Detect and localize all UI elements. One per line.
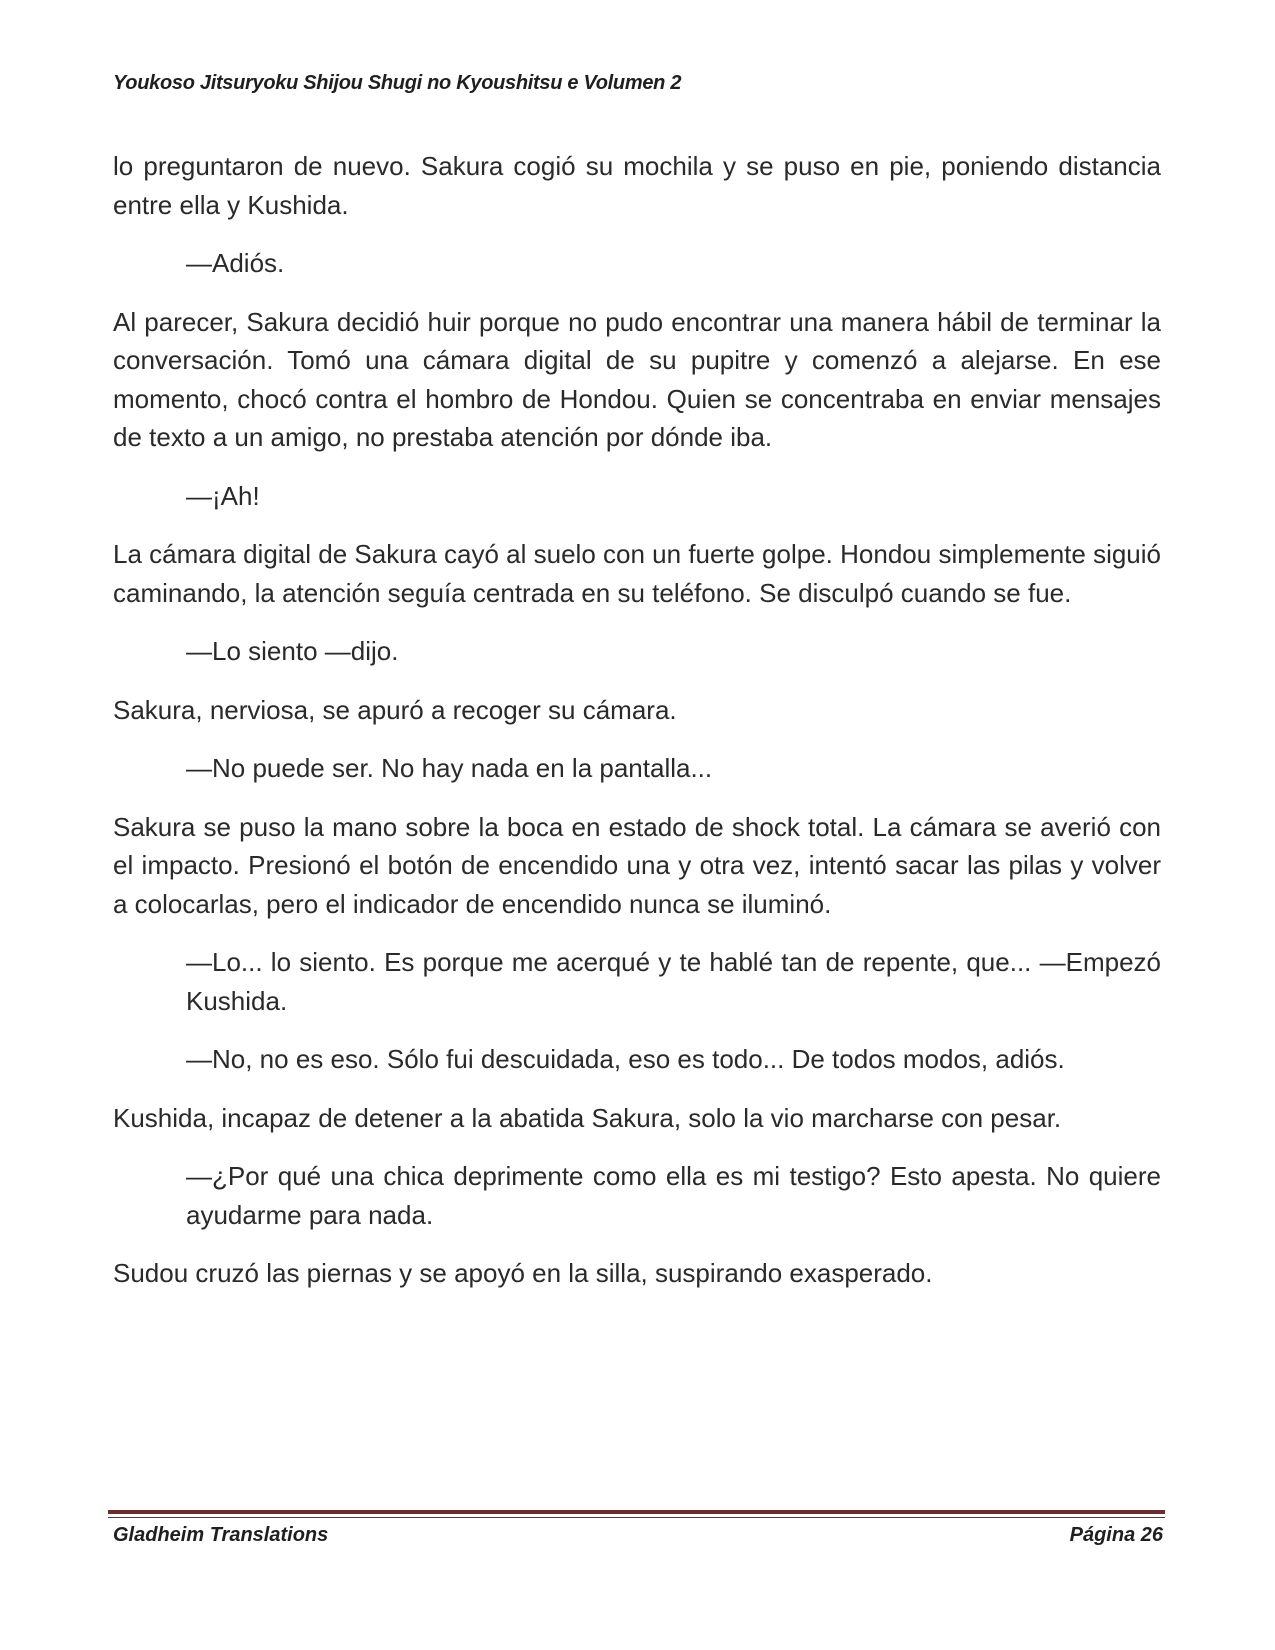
paragraph: lo preguntaron de nuevo. Sakura cogió su mochila y se puso en pie, poniendo distancia entre ella y Kushida. <box>113 151 1161 220</box>
dialog-line: —No puede ser. No hay nada en la pantalla... <box>186 753 713 783</box>
dialog-line: —Lo siento —dijo. <box>186 636 399 666</box>
footer-rule <box>108 1510 1165 1518</box>
footer-publisher: Gladheim Translations <box>113 1524 329 1546</box>
dialog-line: —Adiós. <box>186 248 285 278</box>
page-number: Página 26 <box>1069 1524 1163 1546</box>
paragraph: Kushida, incapaz de detener a la abatida Sakura, solo la vio marcharse con pesar. <box>113 1102 1062 1133</box>
dialog-line: —¡Ah! <box>186 480 260 511</box>
running-header: Youkoso Jitsuryoku Shijou Shugi no Kyoushitsu e Volumen 2 <box>113 72 682 94</box>
dialog-line: —No, no es eso. Sólo fui descuidada, eso es todo... De todos modos, adiós. <box>186 1044 1065 1074</box>
footer-rule-thin <box>108 1517 1165 1518</box>
paragraph: Sakura, nerviosa, se apuró a recoger su cámara. <box>113 694 677 725</box>
dialog-line: —Lo... lo siento. Es porque me acerqué y te hablé tan de repente, que... —Empezó Kushida. <box>186 947 1161 1016</box>
paragraph: Sudou cruzó las piernas y se apoyó en la silla, suspirando exasperado. <box>113 1258 933 1288</box>
dialog-line: —¿Por qué una chica deprimente como ella es mi testigo? Esto apesta. No quiere ayudarme para nada. <box>186 1161 1161 1230</box>
paragraph: Sakura se puso la mano sobre la boca en estado de shock total. La cámara se averió con el impacto. Presionó el botón de encendido una y otra vez, intentó sacar las pilas y volver a colocarlas, pero el indicador de encendido nunca se iluminó. <box>113 811 1161 919</box>
paragraph: Al parecer, Sakura decidió huir porque no pudo encontrar una manera hábil de terminar la conversación. Tomó una cámara digital de su pupitre y comenzó a alejarse. En ese momento, chocó contra el hombro de Hondou. Quien se concentraba en enviar mensajes de texto a un amigo, no prestaba atención por dónde iba. <box>113 306 1161 452</box>
footer-rule-thick <box>108 1510 1165 1514</box>
paragraph: La cámara digital de Sakura cayó al suelo con un fuerte golpe. Hondou simplemente siguió caminando, la atención seguía centrada en su teléfono. Se disculpó cuando se fue. <box>113 539 1161 608</box>
page-body <box>113 147 1161 1313</box>
